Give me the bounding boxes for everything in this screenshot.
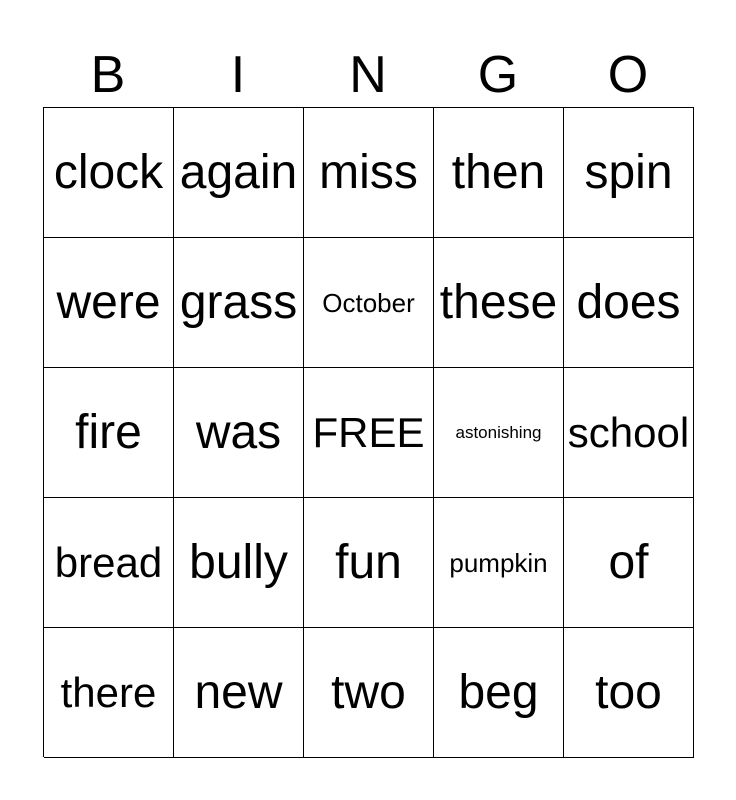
bingo-cell[interactable]: too [564, 628, 694, 758]
bingo-cell[interactable]: bread [44, 498, 174, 628]
bingo-cell[interactable]: does [564, 238, 694, 368]
header-letter-o: O [607, 46, 649, 104]
bingo-cell[interactable]: miss [304, 108, 434, 238]
bingo-cell[interactable]: grass [174, 238, 304, 368]
bingo-cell[interactable]: astonishing [434, 368, 564, 498]
bingo-cell[interactable]: was [174, 368, 304, 498]
bingo-cell[interactable]: there [44, 628, 174, 758]
bingo-cell[interactable]: spin [564, 108, 694, 238]
bingo-cell[interactable]: fun [304, 498, 434, 628]
bingo-cell[interactable]: again [174, 108, 304, 238]
free-space[interactable]: FREE [304, 368, 434, 498]
header-letter-i: I [230, 46, 246, 104]
bingo-cell[interactable]: October [304, 238, 434, 368]
bingo-board [43, 107, 694, 757]
bingo-cell[interactable]: of [564, 498, 694, 628]
bingo-cell[interactable]: two [304, 628, 434, 758]
bingo-header [43, 44, 693, 106]
header-letter-b: B [90, 46, 126, 104]
header-letter-g: G [477, 46, 519, 104]
header-letter-n: N [349, 46, 387, 104]
bingo-cell[interactable]: school [564, 368, 694, 498]
bingo-cell[interactable]: bully [174, 498, 304, 628]
bingo-cell[interactable]: fire [44, 368, 174, 498]
bingo-cell[interactable]: new [174, 628, 304, 758]
bingo-cell[interactable]: clock [44, 108, 174, 238]
bingo-cell[interactable]: beg [434, 628, 564, 758]
bingo-cell[interactable]: pumpkin [434, 498, 564, 628]
bingo-cell[interactable]: were [44, 238, 174, 368]
bingo-cell[interactable]: these [434, 238, 564, 368]
bingo-cell[interactable]: then [434, 108, 564, 238]
